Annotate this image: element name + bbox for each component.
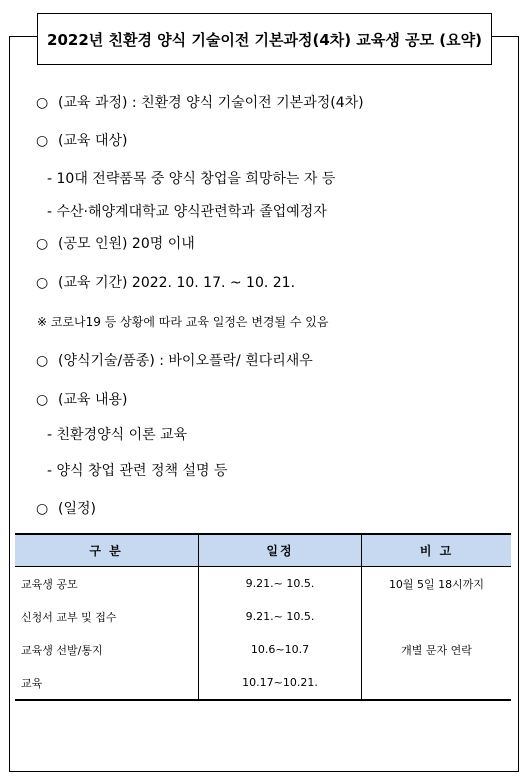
bullet-icon: ○ xyxy=(36,95,49,111)
bullet-icon: ○ xyxy=(36,275,49,291)
row-category: 교육생 선발/통지 xyxy=(21,643,103,657)
row-schedule: 9.21.~ 10.5. xyxy=(199,567,362,601)
row-remarks xyxy=(362,600,512,633)
row-category: 교육 xyxy=(15,666,199,700)
course-line xyxy=(36,92,364,112)
bullet-icon: ○ xyxy=(36,392,49,408)
row-remarks: 개별 문자 연락 xyxy=(401,643,472,657)
bullet-icon: ○ xyxy=(36,236,49,252)
bullet-icon: ○ xyxy=(36,353,49,369)
target-item-2: - 수산·해양계대학교 양식관련학과 졸업예정자 xyxy=(47,204,327,220)
header-remarks: 비 고 xyxy=(362,534,512,567)
row-category: 교육생 공모 xyxy=(21,577,78,591)
recruit-text: (공모 인원) 20명 이내 xyxy=(58,236,195,252)
tech-text: (양식기술/품종) : 바이오플락/ 흰다리새우 xyxy=(58,353,313,369)
header-schedule: 일정 xyxy=(199,534,362,567)
row-remarks: 10월 5일 18시까지 xyxy=(388,577,485,591)
target-heading: (교육 대상) xyxy=(58,133,128,149)
table-row xyxy=(15,600,511,633)
table-row xyxy=(15,633,511,666)
covid-note: ※ 코로나19 등 상황에 따라 교육 일정은 변경될 수 있음 xyxy=(37,315,329,329)
row-schedule: 10.17~10.21. xyxy=(199,666,362,700)
schedule-heading-line xyxy=(36,498,96,518)
bullet-icon: ○ xyxy=(36,501,49,517)
period-text: (교육 기간) 2022. 10. 17. ~ 10. 21. xyxy=(58,275,296,291)
document-title: 2022년 친환경 양식 기술이전 기본과정(4차) 교육생 공모 (요약) xyxy=(37,13,492,65)
header-category: 구 분 xyxy=(15,534,199,567)
schedule-table xyxy=(15,533,511,701)
table-header-row xyxy=(15,534,511,567)
table-row xyxy=(15,666,511,700)
schedule-heading: (일정) xyxy=(58,501,96,517)
period-line xyxy=(36,272,295,292)
row-remarks xyxy=(362,666,512,700)
recruit-line xyxy=(36,233,195,253)
table-row xyxy=(15,567,511,601)
content-item-2: - 양식 창업 관련 정책 설명 등 xyxy=(47,463,228,479)
row-category: 신청서 교부 및 접수 xyxy=(21,610,117,624)
course-text: (교육 과정) : 친환경 양식 기술이전 기본과정(4차) xyxy=(58,95,364,111)
bullet-icon: ○ xyxy=(36,133,49,149)
content-heading-line xyxy=(36,389,127,409)
row-schedule: 10.6~10.7 xyxy=(199,633,362,666)
target-item-1: - 10대 전략품목 중 양식 창업을 희망하는 자 등 xyxy=(47,171,336,187)
target-heading-line xyxy=(36,130,127,150)
tech-line xyxy=(36,350,313,370)
content-heading: (교육 내용) xyxy=(58,392,128,408)
row-schedule: 9.21.~ 10.5. xyxy=(199,600,362,633)
content-item-1: - 친환경양식 이론 교육 xyxy=(47,427,188,443)
